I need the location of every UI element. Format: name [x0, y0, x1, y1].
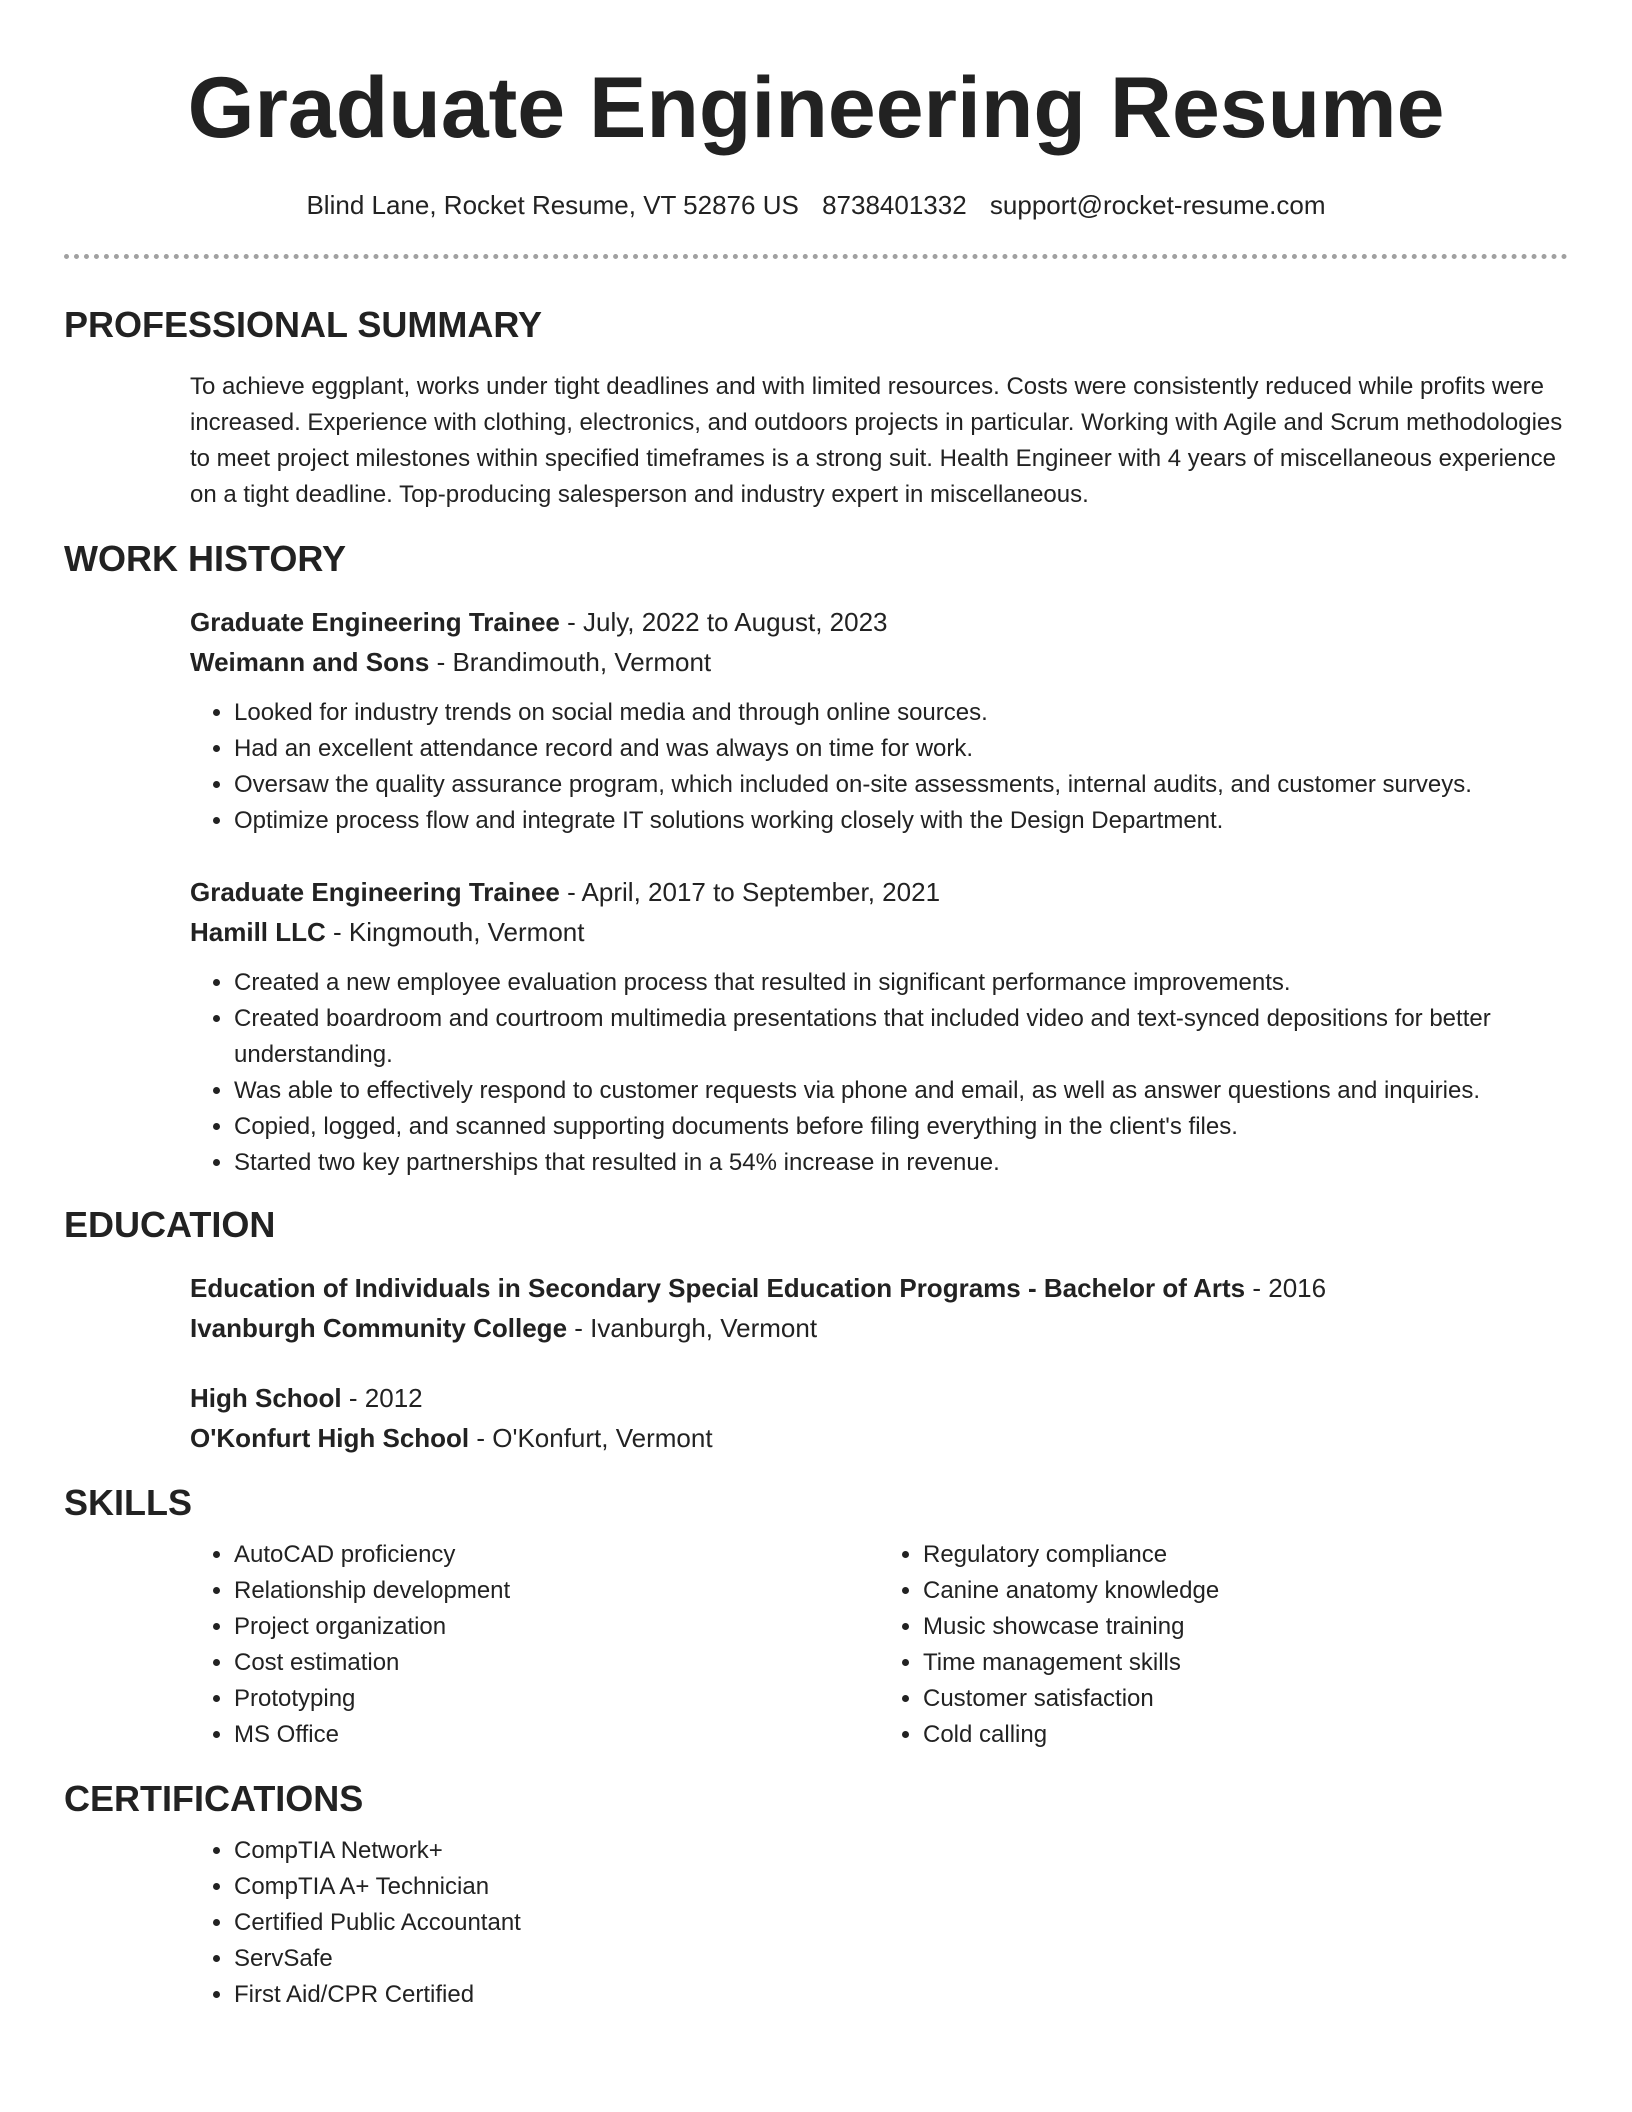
education-location: - O'Konfurt, Vermont	[469, 1423, 713, 1453]
education-degree-line	[190, 1379, 1568, 1417]
job-location: - Kingmouth, Vermont	[325, 917, 585, 947]
summary-heading: PROFESSIONAL SUMMARY	[64, 304, 543, 345]
list-item: • Oversaw the quality assurance program, which included on-site assessments, internal audits, and customer surveys.	[234, 767, 1568, 803]
education-heading: EDUCATION	[64, 1204, 276, 1245]
job-location: - Brandimouth, Vermont	[429, 647, 712, 677]
job-company-line	[190, 913, 1568, 951]
job-bullets	[190, 965, 1568, 1181]
skills-heading: SKILLS	[64, 1482, 193, 1523]
list-item: • Project organization	[234, 1609, 879, 1645]
list-item: • Created boardroom and courtroom multimedia presentations that included video and text-synced depositions for better understanding.	[234, 1001, 1568, 1073]
job-dates: - April, 2017 to September, 2021	[559, 877, 941, 907]
education-school-line	[190, 1419, 1568, 1457]
list-item: • ServSafe	[234, 1941, 1568, 1977]
header-divider	[64, 254, 1568, 259]
list-item: • Cold calling	[923, 1717, 1568, 1753]
list-item: • First Aid/CPR Certified	[234, 1977, 1568, 2013]
list-item: • CompTIA A+ Technician	[234, 1869, 1568, 1905]
resume-name: Graduate Engineering Resume	[187, 60, 1445, 156]
list-item: • Music showcase training	[923, 1609, 1568, 1645]
job-title-line	[190, 873, 1568, 911]
education-school: Ivanburgh Community College	[190, 1313, 568, 1343]
list-item: • Certified Public Accountant	[234, 1905, 1568, 1941]
list-item: • Was able to effectively respond to customer requests via phone and email, as well as answer questions and inquiries.	[234, 1073, 1568, 1109]
job-bullets	[190, 695, 1568, 839]
job-title-line	[190, 603, 1568, 641]
certifications-body	[190, 1833, 1568, 2013]
list-item: • AutoCAD proficiency	[234, 1537, 879, 1573]
education-school: O'Konfurt High School	[190, 1423, 470, 1453]
skills-grid	[190, 1537, 1568, 1753]
job-entry	[190, 873, 1568, 1181]
education-year: - 2012	[341, 1383, 423, 1413]
education-school-line	[190, 1309, 1568, 1347]
list-item: • Started two key partnerships that resulted in a 54% increase in revenue.	[234, 1145, 1568, 1181]
education-degree: Education of Individuals in Secondary Special Education Programs - Bachelor of Arts	[190, 1273, 1246, 1303]
education-year: - 2016	[1245, 1273, 1327, 1303]
skills-column-left	[190, 1537, 879, 1753]
job-role: Graduate Engineering Trainee	[190, 877, 560, 907]
job-role: Graduate Engineering Trainee	[190, 607, 560, 637]
list-item: • Prototyping	[234, 1681, 879, 1717]
list-item: • MS Office	[234, 1717, 879, 1753]
contact-line	[64, 188, 1568, 222]
education-entry	[190, 1269, 1568, 1347]
contact-phone: 8738401332	[822, 190, 967, 220]
education-location: - Ivanburgh, Vermont	[567, 1313, 818, 1343]
skills-column-right	[879, 1537, 1568, 1753]
list-item: • CompTIA Network+	[234, 1833, 1568, 1869]
education-entry	[190, 1379, 1568, 1457]
list-item: • Cost estimation	[234, 1645, 879, 1681]
list-item: • Had an excellent attendance record and was always on time for work.	[234, 731, 1568, 767]
education-degree: High School	[190, 1383, 342, 1413]
list-item: • Regulatory compliance	[923, 1537, 1568, 1573]
job-company: Hamill LLC	[190, 917, 326, 947]
contact-email: support@rocket-resume.com	[989, 190, 1326, 220]
job-dates: - July, 2022 to August, 2023	[559, 607, 888, 637]
list-item: • Relationship development	[234, 1573, 879, 1609]
certifications-heading: CERTIFICATIONS	[64, 1778, 364, 1819]
list-item: • Customer satisfaction	[923, 1681, 1568, 1717]
summary-text: To achieve eggplant, works under tight deadlines and with limited resources. Costs were consistently reduced while profits were increased. Experience with clothing, electronics, and outdoors projects in particular. Working with Agile and Scrum methodologies to meet project milestones within specified timeframes is a strong suit. Health Engineer with 4 years of miscellaneous experience on a tight deadline. Top-producing salesperson and industry expert in miscellaneous.	[190, 373, 1563, 508]
education-degree-line	[190, 1269, 1568, 1307]
certifications-list	[190, 1833, 1568, 2013]
job-company: Weimann and Sons	[190, 647, 430, 677]
list-item: • Looked for industry trends on social media and through online sources.	[234, 695, 1568, 731]
list-item: • Copied, logged, and scanned supporting documents before filing everything in the client's files.	[234, 1109, 1568, 1145]
list-item: • Canine anatomy knowledge	[923, 1573, 1568, 1609]
work-history-heading: WORK HISTORY	[64, 538, 347, 579]
list-item: • Optimize process flow and integrate IT solutions working closely with the Design Department.	[234, 803, 1568, 839]
job-company-line	[190, 643, 1568, 681]
contact-address: Blind Lane, Rocket Resume, VT 52876 US	[306, 190, 799, 220]
list-item: • Created a new employee evaluation process that resulted in significant performance improvements.	[234, 965, 1568, 1001]
list-item: • Time management skills	[923, 1645, 1568, 1681]
job-entry	[190, 603, 1568, 839]
